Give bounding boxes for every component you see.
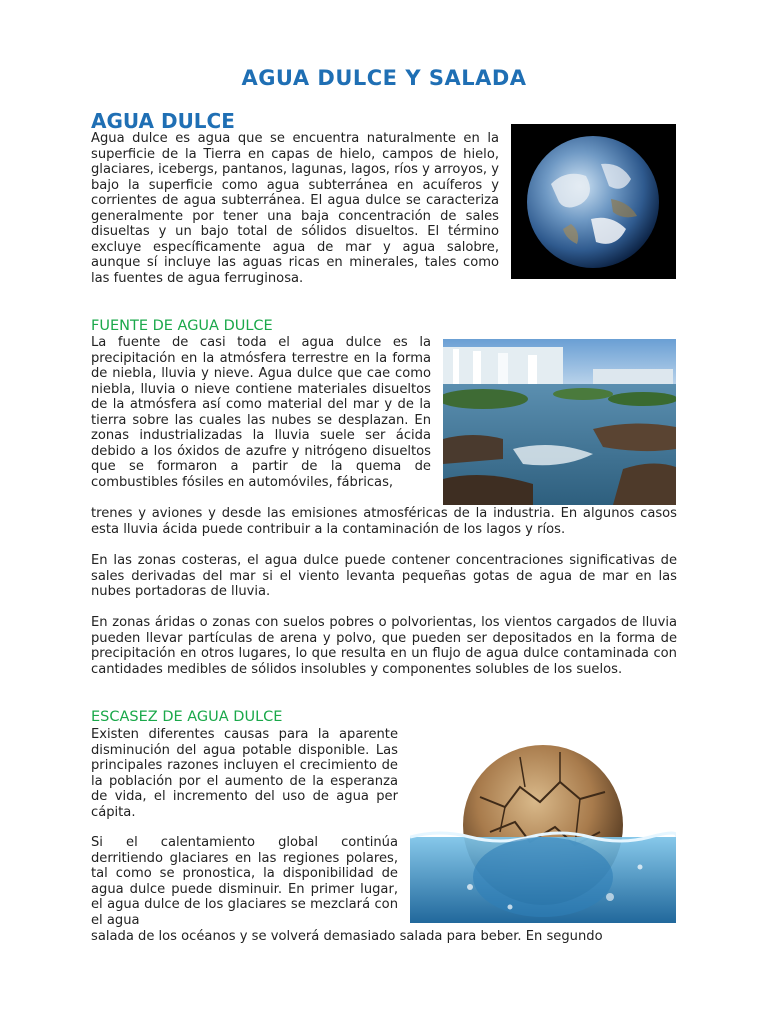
section-heading-fuente: FUENTE DE AGUA DULCE	[91, 318, 273, 334]
paragraph-escasez-2-wrapped: Si el calentamiento global continúa derritiendo glaciares en las regiones polares, tal como se pronostica, la disponibilidad de agua dulce puede disminuir. En primer lugar, el agua dulce de los glaciares se mezclará con el agua	[91, 835, 398, 928]
paragraph-escasez-1: Existen diferentes causas para la aparente disminución del agua potable disponible. Las principales razones incluyen el crecimiento de la población por el aumento de la esperanza de vida, el incremento del uso de agua per cápita.	[91, 727, 398, 820]
earth-image	[511, 124, 676, 279]
document-title: AGUA DULCE Y SALADA	[241, 66, 527, 90]
paragraph-agua-dulce: Agua dulce es agua que se encuentra naturalmente en la superficie de la Tierra en capas de hielo, campos de hielo, glaciares, icebergs, pantanos, lagunas, lagos, ríos y arroyos, y bajo la superficie como agua subterránea en acuíferos y corrientes de agua subterránea. El agua dulce se caracteriza generalmente por tener una baja concentración de sales disueltas y un bajo total de sólidos disueltos. El término excluye específicamente agua de mar y agua salobre, aunque sí incluye las aguas ricas en minerales, tales como las fuentes de agua ferruginosa.	[91, 131, 499, 286]
cracked-earth-water-image	[410, 737, 676, 923]
paragraph-zonas-costeras: En las zonas costeras, el agua dulce puede contener concentraciones significativas de sales derivadas del mar si el viento levanta pequeñas gotas de agua de mar en las nubes portadoras de lluvia.	[91, 553, 677, 599]
paragraph-fuente-continued: trenes y aviones y desde las emisiones atmosféricas de la industria. En algunos casos esta lluvia ácida puede contribuir a la contaminación de los lagos y ríos.	[91, 506, 677, 537]
section-heading-agua-dulce: AGUA DULCE	[91, 109, 235, 133]
paragraph-zonas-aridas: En zonas áridas o zonas con suelos pobres o polvorientas, los vientos cargados de lluvia pueden llevar partículas de arena y polvo, que pueden ser depositados en la forma de precipitación en otros lugares, lo que resulta en un flujo de agua dulce contaminada con cantidades medibles de sólidos insolubles y componentes solubles de los suelos.	[91, 615, 677, 677]
section-heading-escasez: ESCASEZ DE AGUA DULCE	[91, 709, 283, 725]
paragraph-fuente-wrapped: La fuente de casi toda el agua dulce es la precipitación en la atmósfera terrestre en la forma de niebla, lluvia y nieve. Agua dulce que cae como niebla, lluvia o nieve contiene materiales disueltos de la atmósfera así como material del mar y de la tierra sobre las cuales las nubes se desplazan. En zonas industrializadas la lluvia suele ser ácida debido a los óxidos de azufre y nitrógeno disueltos que se formaron a partir de la quema de combustibles fósiles en automóviles, fábricas,	[91, 335, 431, 490]
paragraph-escasez-2-continued: salada de los océanos y se volverá demasiado salada para beber. En segundo	[91, 929, 603, 944]
waterfall-image	[443, 339, 676, 505]
